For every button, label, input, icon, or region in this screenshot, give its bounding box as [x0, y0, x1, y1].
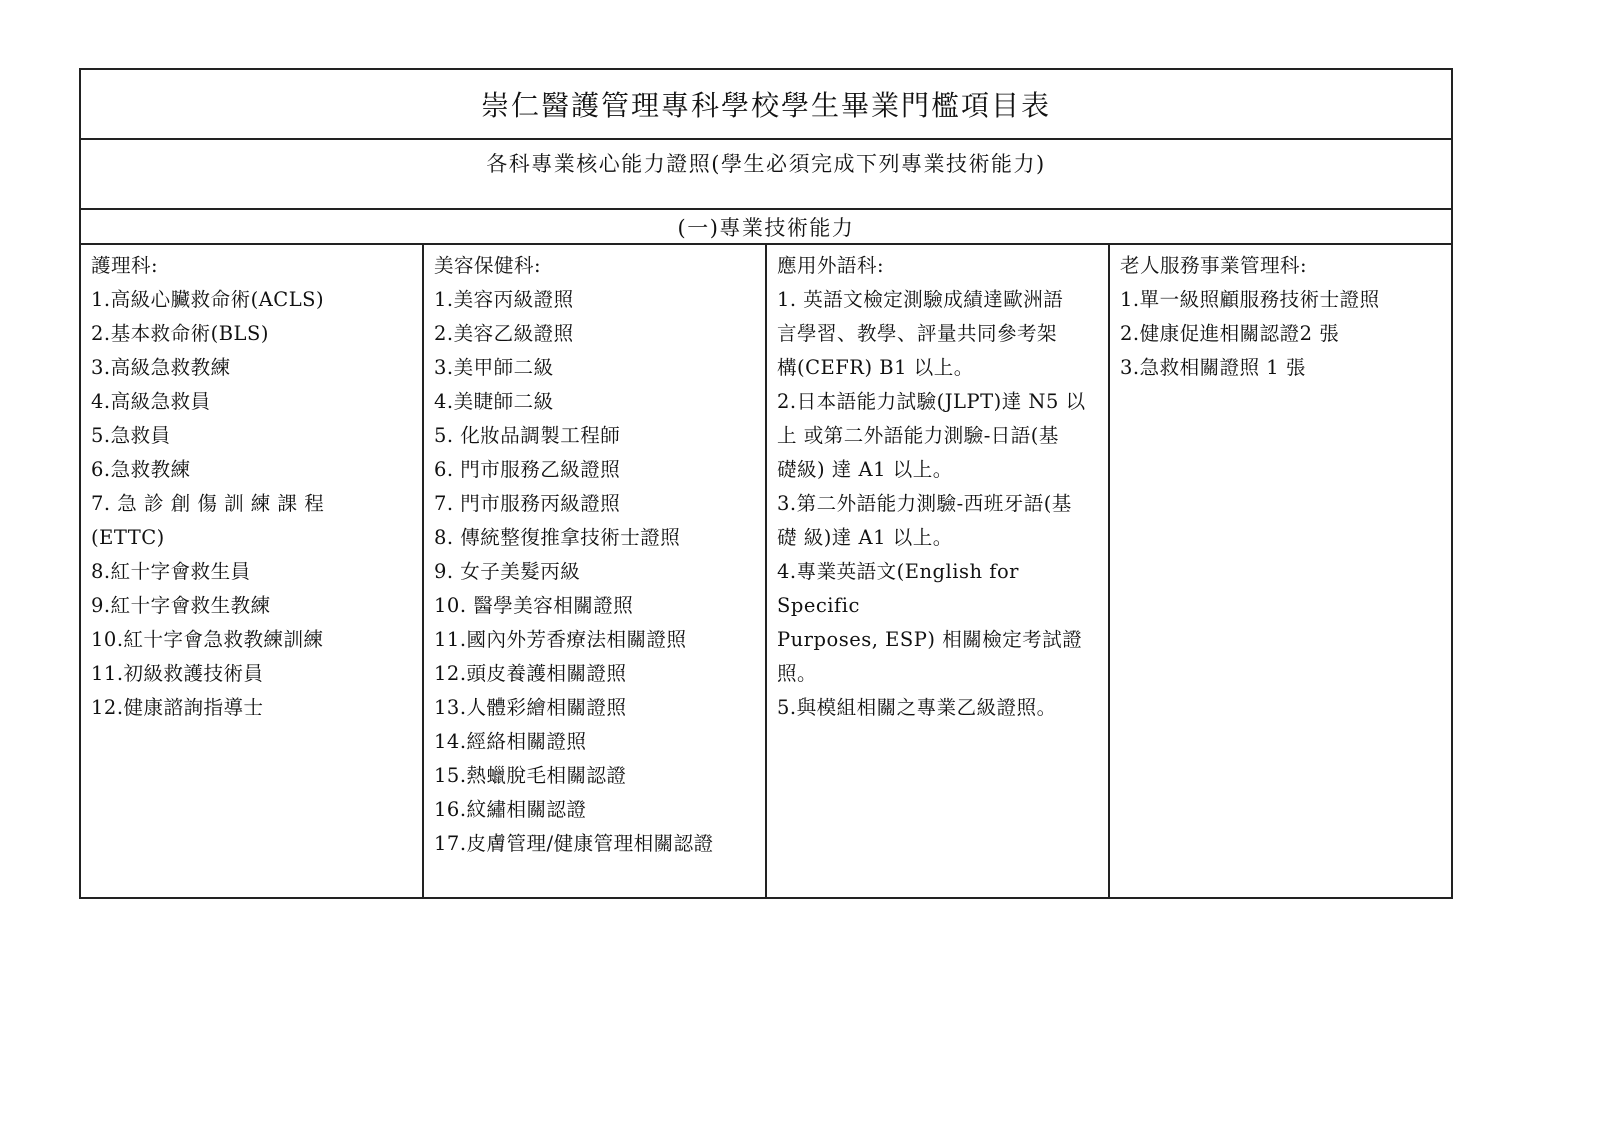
list-item: 3.美甲師二級: [434, 356, 554, 379]
text-line: 構(CEFR) B1 以上。: [777, 356, 974, 379]
list-item: 2.美容乙級證照: [434, 322, 574, 345]
list-item: 17.皮膚管理/健康管理相關認證: [434, 832, 714, 855]
list-item: 14.經絡相關證照: [434, 730, 587, 753]
list-item: 1.高級心臟救命術(ACLS): [91, 288, 325, 311]
list-item: 12.健康諮詢指導士: [91, 696, 264, 719]
language-requirements: [777, 283, 1098, 725]
list-item: 4.美睫師二級: [434, 390, 554, 413]
text-line: 2.日本語能力試驗(JLPT)達 N5 以: [777, 390, 1086, 413]
list-item: 13.人體彩繪相關證照: [434, 696, 627, 719]
column-header-beauty-health: 美容保健科:: [434, 254, 542, 277]
column-applied-foreign-languages: [767, 245, 1110, 897]
list-item: 3.高級急救教練: [91, 356, 231, 379]
text-line: 1. 英語文檢定測驗成績達歐洲語: [777, 288, 1064, 311]
list-item: 5. 化妝品調製工程師: [434, 424, 621, 447]
column-beauty-health: [424, 245, 767, 897]
department-columns: [81, 245, 1451, 897]
list-item: 5.急救員: [91, 424, 171, 447]
column-elderly-services: [1110, 245, 1451, 897]
list-item: 12.頭皮養護相關證照: [434, 662, 627, 685]
list-item: 3.急救相關證照 1 張: [1120, 356, 1306, 379]
list-item: 4.高級急救員: [91, 390, 211, 413]
text-line: 礎級) 達 A1 以上。: [777, 458, 953, 481]
graduation-threshold-table: [79, 68, 1453, 899]
list-item: 16.紋繡相關認證: [434, 798, 587, 821]
list-item: 8. 傳統整復推拿技術士證照: [434, 526, 681, 549]
beauty-health-list: [434, 283, 755, 861]
nursing-list: [91, 283, 412, 725]
column-header-applied-foreign-languages: 應用外語科:: [777, 254, 885, 277]
list-item: 6. 門市服務乙級證照: [434, 458, 621, 481]
list-item: 1.美容丙級證照: [434, 288, 574, 311]
list-item: 10.紅十字會急救教練訓練: [91, 628, 324, 651]
document-title: 崇仁醫護管理專科學校學生畢業門檻項目表: [81, 70, 1451, 140]
column-header-elderly-services: 老人服務事業管理科:: [1120, 254, 1308, 277]
list-item: 11.國內外芳香療法相關證照: [434, 628, 687, 651]
text-line: 上 或第二外語能力測驗-日語(基: [777, 424, 1059, 447]
list-item: 1.單一級照顧服務技術士證照: [1120, 288, 1380, 311]
list-item: 9. 女子美髮丙級: [434, 560, 581, 583]
list-item: 7. 急 診 創 傷 訓 練 課 程 (ETTC): [91, 492, 325, 549]
section-heading: (一)專業技術能力: [81, 210, 1451, 245]
column-header-nursing: 護理科:: [91, 254, 159, 277]
list-item: 8.紅十字會救生員: [91, 560, 251, 583]
text-line: 4.專業英語文(English for Specific: [777, 560, 1020, 617]
list-item: 6.急救教練: [91, 458, 191, 481]
document-subtitle: 各科專業核心能力證照(學生必須完成下列專業技術能力): [81, 140, 1451, 210]
text-line: 3.第二外語能力測驗-西班牙語(基: [777, 492, 1072, 515]
text-line: 5.與模組相關之專業乙級證照。: [777, 696, 1057, 719]
list-item: 10. 醫學美容相關證照: [434, 594, 634, 617]
list-item: 11.初級救護技術員: [91, 662, 264, 685]
list-item: 7. 門市服務丙級證照: [434, 492, 621, 515]
text-line: Purposes, ESP) 相關檢定考試證: [777, 628, 1083, 651]
list-item: 2.基本救命術(BLS): [91, 322, 269, 345]
elderly-services-list: [1120, 283, 1441, 385]
list-item: 2.健康促進相關認證2 張: [1120, 322, 1340, 345]
text-line: 言學習、教學、評量共同參考架: [777, 322, 1058, 345]
text-line: 照。: [777, 662, 818, 685]
list-item: 15.熱蠟脫毛相關認證: [434, 764, 627, 787]
list-item: 9.紅十字會救生教練: [91, 594, 271, 617]
column-nursing: [81, 245, 424, 897]
text-line: 礎 級)達 A1 以上。: [777, 526, 953, 549]
